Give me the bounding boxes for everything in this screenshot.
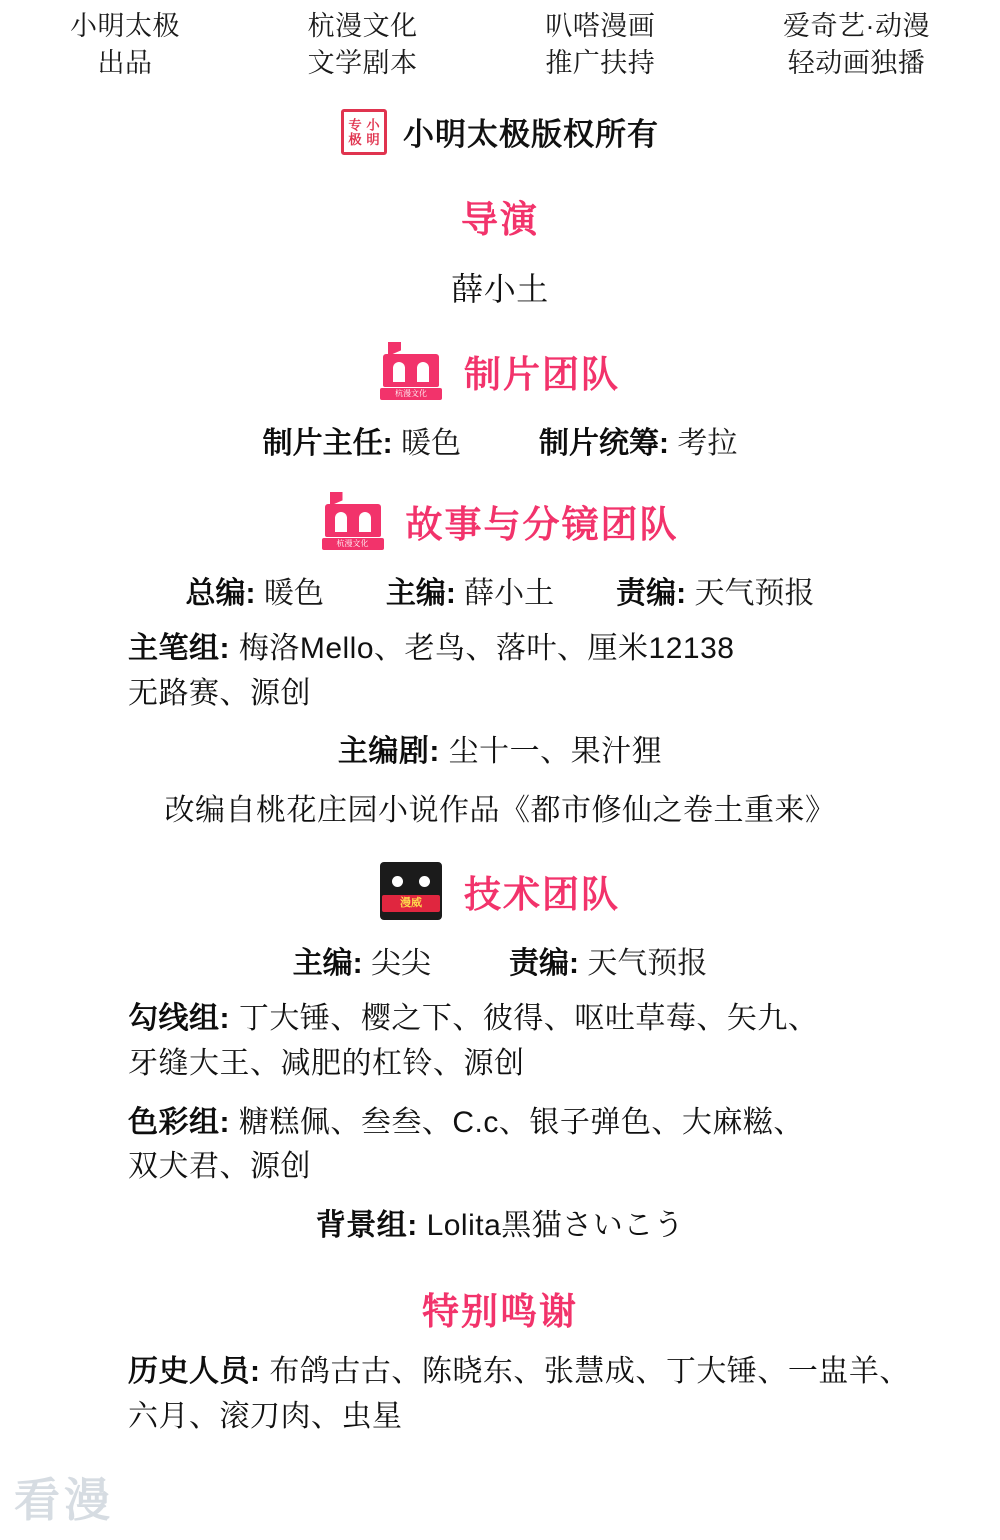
hangman-culture-logo-icon xyxy=(322,492,384,550)
story-chief-editor xyxy=(386,568,554,612)
tech-responsible-editor xyxy=(509,938,707,982)
section-title-story: 故事与分镜团队 xyxy=(405,503,679,545)
lead-artists-label: 主笔组: xyxy=(128,631,230,665)
color-line-2 xyxy=(0,1146,1000,1189)
history-line-2 xyxy=(0,1396,1000,1439)
lineart-line-1 xyxy=(0,998,1000,1041)
background-line xyxy=(0,1205,1000,1248)
lead-artists-names-2: 无路赛、源创 xyxy=(128,676,311,710)
story-editor-in-chief-label: 总编: xyxy=(185,576,256,610)
background-label: 背景组: xyxy=(315,1208,418,1242)
tech-chief-editor-label: 主编: xyxy=(292,947,363,981)
production-coordinator-value: 考拉 xyxy=(677,426,738,460)
logo-caption: 杭漫文化 xyxy=(336,538,369,548)
studio-item-0 xyxy=(70,8,180,83)
history-names-1: 布鸽古古、陈晓东、张慧成、丁大锤、一盅羊、 xyxy=(269,1355,910,1389)
lead-artists-line-2 xyxy=(0,673,1000,716)
hangman-culture-logo-icon xyxy=(380,342,442,400)
tech-responsible-editor-value: 天气预报 xyxy=(587,947,708,981)
seal-char-2: 小 xyxy=(366,116,380,133)
production-credits-row xyxy=(0,418,1000,462)
stamp-icon xyxy=(341,109,387,155)
history-label: 历史人员: xyxy=(128,1355,261,1389)
tech-credits-row xyxy=(0,938,1000,982)
studio-name: 小明太极 xyxy=(70,11,180,41)
head-writer-label: 主编剧: xyxy=(337,735,440,769)
head-writer-value: 尘十一、果汁狸 xyxy=(448,735,663,769)
production-chief-label: 制片主任: xyxy=(262,426,393,460)
color-names-2: 双犬君、源创 xyxy=(128,1150,311,1184)
lead-artists-line-1 xyxy=(0,628,1000,671)
studio-name: 叭嗒漫画 xyxy=(545,11,656,41)
copyright-text: 小明太极版权所有 xyxy=(403,117,659,152)
background-value: Lolita黑猫さいこう xyxy=(426,1208,685,1242)
studio-item-2 xyxy=(545,8,655,83)
lineart-label: 勾线组: xyxy=(128,1002,230,1036)
section-head-production xyxy=(0,342,1000,400)
section-head-tech xyxy=(0,862,1000,920)
color-names-1: 糖糕佩、叁叁、C.c、银子弹色、大麻糍、 xyxy=(238,1105,804,1139)
tech-chief-editor-value: 尖尖 xyxy=(371,947,431,981)
story-credits-row xyxy=(0,568,1000,612)
monster-studio-logo-icon xyxy=(380,862,442,920)
watermark: 看漫 xyxy=(14,1474,114,1526)
seal-char-3: 极 xyxy=(348,130,362,147)
story-editor-in-chief-value: 暖色 xyxy=(263,576,324,610)
production-coordinator xyxy=(539,418,737,462)
studio-item-1 xyxy=(308,8,418,83)
studio-role: 出品 xyxy=(97,48,153,79)
production-chief xyxy=(263,418,461,462)
section-title-director: 导演 xyxy=(461,198,539,240)
studio-item-3 xyxy=(783,8,930,83)
story-chief-editor-value: 薛小土 xyxy=(464,576,555,610)
studio-role: 轻动画独播 xyxy=(787,48,926,79)
story-responsible-editor-value: 天气预报 xyxy=(694,576,815,610)
section-head-story xyxy=(0,492,1000,550)
production-chief-value: 暖色 xyxy=(401,426,461,460)
studio-name: 爱奇艺·动漫 xyxy=(782,11,930,41)
lineart-names-2: 牙缝大王、减肥的杠铃、源创 xyxy=(128,1046,525,1080)
story-responsible-editor xyxy=(616,568,814,612)
studio-row xyxy=(0,0,1000,83)
history-names-2: 六月、滚刀肉、虫星 xyxy=(128,1399,403,1433)
head-writer-line xyxy=(0,731,1000,774)
color-line-1 xyxy=(0,1102,1000,1145)
director-name: 薛小土 xyxy=(451,270,549,307)
story-chief-editor-label: 主编: xyxy=(385,576,456,610)
logo-caption: 漫威 xyxy=(400,897,422,910)
history-line-1 xyxy=(0,1351,1000,1394)
color-label: 色彩组: xyxy=(128,1105,230,1139)
seal-char-1: 专 xyxy=(348,116,362,133)
logo-caption: 杭漫文化 xyxy=(395,388,427,398)
lineart-names-1: 丁大锤、樱之下、彼得、呕吐草莓、矢九、 xyxy=(238,1002,819,1036)
studio-name: 杭漫文化 xyxy=(307,11,418,41)
lead-artists-names-1: 梅洛Mello、老鸟、落叶、厘米12138 xyxy=(238,631,735,665)
lineart-line-2 xyxy=(0,1043,1000,1086)
studio-role: 文学剧本 xyxy=(307,48,418,79)
adaptation-note: 改编自桃花庄园小说作品《都市修仙之卷土重来》 xyxy=(164,793,836,827)
tech-chief-editor xyxy=(293,938,431,982)
seal-char-4: 明 xyxy=(366,130,380,147)
story-responsible-editor-label: 责编: xyxy=(616,576,687,610)
section-title-production: 制片团队 xyxy=(464,353,620,395)
section-title-thanks: 特别鸣谢 xyxy=(422,1291,578,1333)
production-coordinator-label: 制片统筹: xyxy=(539,426,669,460)
tech-responsible-editor-label: 责编: xyxy=(509,947,579,981)
story-editor-in-chief xyxy=(185,568,323,612)
section-title-tech: 技术团队 xyxy=(464,874,620,916)
studio-role: 推广扶持 xyxy=(545,48,656,79)
copyright-line xyxy=(0,109,1000,155)
